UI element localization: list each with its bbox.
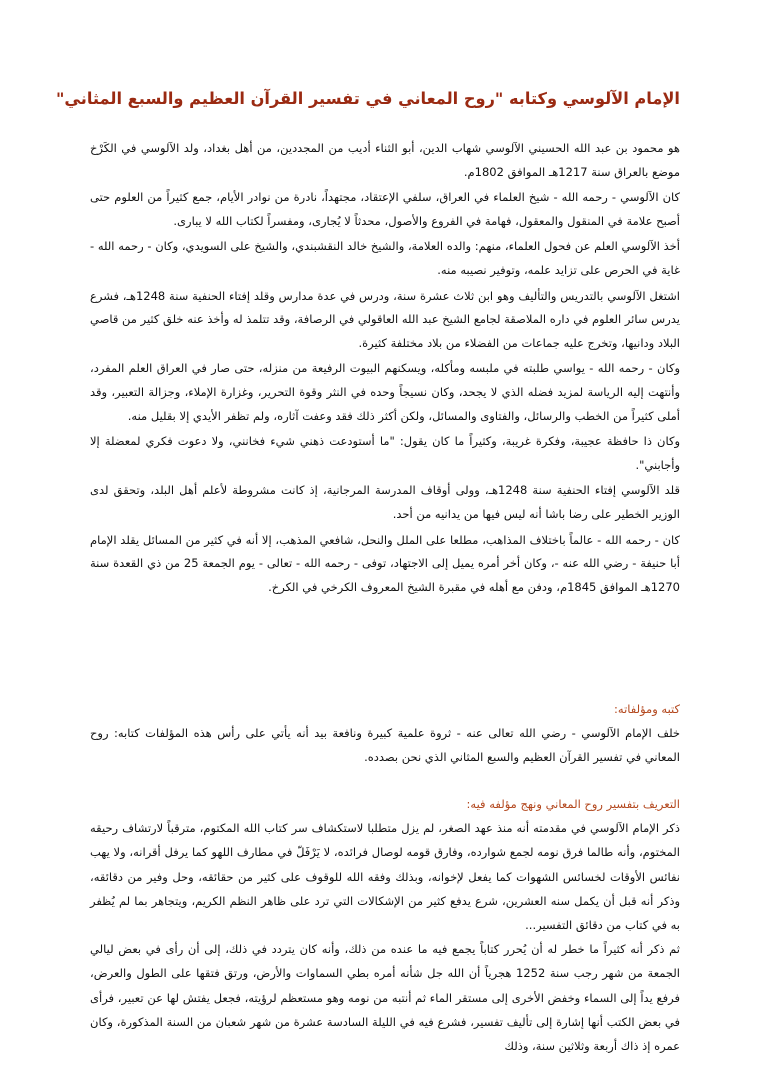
section-books-text: خلف الإمام الآلوسي - رضي الله تعالى عنه - ثروة علمية كبيرة ونافعة بيد أنه يأتي على رأس هذه المؤلفات كتابه: روح المعاني في تفسير القرآن العظيم والسبع المثاني الذي نحن بصدده.	[90, 726, 680, 764]
section-books-heading: كتبه ومؤلفاته:	[614, 702, 680, 716]
document-title: الإمام الآلوسي وكتابه "روح المعاني في تفسير القرآن العظيم والسبع المثاني"	[55, 89, 680, 108]
biography-body	[90, 137, 680, 599]
section-tafsir-paragraph-dream: ثم ذكر أنه كثيراً ما خطر له أن يُحرر كتاباً يجمع فيه ما عنده من ذلك، وأنه كان يتردد في ذلك، إلى أن رأى في بعض ليالي الجمعة من شهر رجب سنة 1252 هجرياً أن الله جل شأنه أمره بطي السماوات والأرض، ورتق فتقها على الطول والعرض، فرفع يداً إلى السماء وخفض الأخرى إلى مستقر الماء ثم أنتبه من نومه وهو مستعظم لرؤيته، فجعل يفتش لها عن تعبير، فرأى في بعض الكتب أنها إشارة إلى تأليف تفسير، فشرع فيه في الليلة السادسة عشرة من شهر شعبان من السنة المذكورة، وكان عمره إذ ذاك أربعة وثلاثين سنة، وذلك	[90, 942, 681, 1054]
paragraph-birth: هو محمود بن عبد الله الحسيني الآلوسي شهاب الدين، أبو الثناء أديب من المجددين، من أهل بغداد، ولد الآلوسي في الكَرْخ موضع بالعراق سنة 1217هـ الموافق 1802م.	[90, 141, 680, 179]
paragraph-character: وكان - رحمه الله - يواسي طلبته في ملبسه ومأكله، ويسكنهم البيوت الرفيعة من منزله، حتى صار في العراق العلم المفرد، وأنتهت إليه الرياسة لمزيد فضله الذي لا يجحد، وكان نسيجاً وحده في النثر وقوة التحرير، وغزارة الإملاء، وجزالة التعبير، وقد أملى كثيراً من الخطب والرسائل، والفتاوى والمسائل، ولكن أكثر ذلك فقد وعفت آثاره، ولم تظفر الأيدي إلا بقليل منه.	[90, 361, 680, 423]
paragraph-memory: وكان ذا حافظة عجيبة، وفكرة غريبة، وكثيراً ما كان يقول: "ما أستودعت ذهني شيء فخانني، ولا دعوت فكري لمعضلة إلا وأجابني".	[90, 434, 680, 472]
paragraph-death: كان - رحمه الله - عالماً باختلاف المذاهب، مطلعا على الملل والنحل، شافعي المذهب، إلا أنه في كثير من المسائل يقلد الإمام أبا حنيفة - رضي الله عنه -، وكان أخر أمره يميل إلى الاجتهاد، توفى - رحمه الله - تعالى - يوم الجمعة 25 من ذي القعدة سنة 1270هـ الموافق 1845م، ودفن مع أهله في مقبرة الشيخ المعروف الكرخي في الكرخ.	[90, 532, 680, 594]
paragraph-teaching: اشتغل الآلوسي بالتدريس والتأليف وهو ابن ثلاث عشرة سنة، ودرس في عدة مدارس وقلد إفتاء الحنفية سنة 1248هـ، فشرع يدرس سائر العلوم في داره الملاصقة لجامع الشيخ عبد الله العاقولي في الرصافة، وقد تتلمذ له وأخذ عنه خلق كثير من قاصي البلاد ودانيها، وتخرج عليه جماعات من الفضلاء من بلاد مختلفة كثيرة.	[90, 288, 680, 350]
paragraph-fatwa: قلد الآلوسي إفتاء الحنفية سنة 1248هـ، وولى أوقاف المدرسة المرجانية، إذ كانت مشروطة لأعلم أهل البلد، وتحقق لدى الوزير الخطير على رضا باشا أنه ليس فيها من يدانيه من أحد.	[90, 483, 680, 521]
paragraph-teachers: أخذ الآلوسي العلم عن فحول العلماء، منهم: والده العلامة، والشيخ خالد النقشبندي، والشيخ على السويدي، وكان - رحمه الله - غاية في الحرص على تزايد علمه، وتوفير نصيبه منه.	[90, 239, 680, 277]
section-tafsir-heading: التعريف بتفسير روح المعاني ونهج مؤلفه فيه:	[466, 797, 680, 811]
paragraph-scholarship: كان الآلوسي - رحمه الله - شيخ العلماء في العراق، سلفي الإعتقاد، مجتهداً، نادرة من نوادر الأيام، جمع كثيراً من العلوم حتى أصبح علامة في المنقول والمعقول، فهامة في الفروع والأصول، محدثاً لا يُجارى، ومفسراً لكتاب الله لا يبارى.	[90, 190, 680, 228]
section-tafsir	[90, 792, 680, 1058]
section-tafsir-paragraph-intro: ذكر الإمام الآلوسي في مقدمته أنه منذ عهد الصغر، لم يزل متطلبا لاستكشاف سر كتاب الله المكتوم، مترقباً لارتشاف رحيقه المختوم، وأنه طالما فرق نومه لجمع شوارده، وفارق قومه لوصال فرائده، لا يَرْفَلّ في مطارف اللهو كما يرفل أقرانه، ولا يهب نفائس الأوقات لخسائس الشهوات كما يفعل لإخوانه، وبذلك وفقه الله للوقوف على كثير من حقائقه، وحل وفير من دقائقه، وذكر أنه قبل أن يكمل سنه العشرين، شرع يدفع كثير من الإشكالات التي ترد على ظاهر النظم الكريم، ويتجاهر بما لم يُظفر به في كتاب من دقائق التفسير...	[90, 821, 680, 933]
section-books	[90, 697, 680, 769]
